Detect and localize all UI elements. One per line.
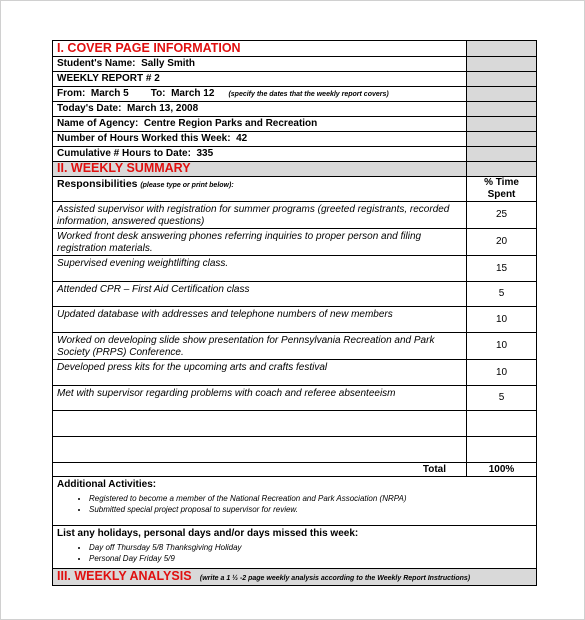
weekly-report-number: WEEKLY REPORT # 2 bbox=[57, 73, 160, 84]
responsibility-pct: 5 bbox=[467, 386, 537, 411]
responsibility-text: Worked on developing slide show presentation for Pennsylvania Recreation and Park Society (PRPS) Conference. bbox=[53, 333, 467, 360]
from-label: From: bbox=[57, 87, 86, 99]
list-item: • Day off Thursday 5/8 Thanksgiving Holiday bbox=[89, 542, 532, 553]
student-name-label: Student's Name: bbox=[57, 58, 136, 69]
holidays-block bbox=[53, 526, 537, 569]
responsibility-pct: 20 bbox=[467, 229, 537, 256]
todays-date-row bbox=[53, 102, 537, 117]
todays-date-value: March 13, 2008 bbox=[127, 103, 199, 114]
date-range-row bbox=[53, 87, 537, 102]
responsibility-text: Assisted supervisor with registration for summer programs (greeted registrants, recorded information, answered questions) bbox=[53, 202, 467, 229]
responsibility-text: Met with supervisor regarding problems with coach and referee absenteeism bbox=[53, 386, 467, 411]
hours-cumulative-label: Cumulative # Hours to Date: bbox=[57, 148, 191, 159]
empty-responsibility-row bbox=[53, 411, 537, 437]
to-label: To: bbox=[150, 87, 166, 99]
analysis-note: (write a 1 ½ -2 page weekly analysis according to the Weekly Report Instructions) bbox=[199, 574, 471, 582]
responsibility-pct: 10 bbox=[467, 333, 537, 360]
responsibility-row bbox=[53, 360, 537, 386]
from-value: March 5 bbox=[90, 87, 129, 99]
summary-section-header bbox=[53, 162, 537, 177]
responsibility-row bbox=[53, 229, 537, 256]
empty-responsibility-row bbox=[53, 437, 537, 463]
responsibilities-label: Responsibilities bbox=[57, 178, 138, 190]
pct-time-header: % Time Spent bbox=[467, 177, 537, 202]
responsibility-pct: 25 bbox=[467, 202, 537, 229]
responsibility-row bbox=[53, 386, 537, 411]
additional-activities-list bbox=[57, 493, 532, 515]
hours-week-value: 42 bbox=[236, 133, 248, 144]
list-item: • Registered to become a member of the National Recreation and Park Association (NRPA) bbox=[89, 493, 532, 504]
total-value: 100% bbox=[467, 463, 537, 477]
weekly-report-form bbox=[52, 40, 537, 586]
student-name-row bbox=[53, 57, 537, 72]
responsibility-row bbox=[53, 333, 537, 360]
responsibility-text: Supervised evening weightlifting class. bbox=[53, 256, 467, 282]
list-item: • Personal Day Friday 5/9 bbox=[89, 553, 532, 564]
to-value: March 12 bbox=[171, 87, 215, 99]
hours-week-label: Number of Hours Worked this Week: bbox=[57, 133, 231, 144]
responsibility-text: Developed press kits for the upcoming arts and crafts festival bbox=[53, 360, 467, 386]
responsibilities-note: (please type or print below): bbox=[140, 182, 234, 189]
responsibility-row bbox=[53, 256, 537, 282]
responsibility-row bbox=[53, 202, 537, 229]
list-item: • Submitted special project proposal to supervisor for review. bbox=[89, 504, 532, 515]
responsibility-pct: 10 bbox=[467, 360, 537, 386]
responsibility-text: Attended CPR – First Aid Certification class bbox=[53, 282, 467, 307]
additional-activities-label: Additional Activities: bbox=[57, 479, 157, 490]
dates-note: (specify the dates that the weekly report covers) bbox=[228, 90, 389, 98]
analysis-section-header bbox=[53, 569, 537, 586]
responsibility-pct: 10 bbox=[467, 307, 537, 333]
hours-week-row bbox=[53, 132, 537, 147]
agency-row bbox=[53, 117, 537, 132]
hours-cumulative-value: 335 bbox=[196, 148, 214, 159]
responsibility-row bbox=[53, 282, 537, 307]
responsibilities-header-row bbox=[53, 177, 537, 202]
total-label: Total bbox=[53, 463, 467, 477]
responsibility-text: Worked front desk answering phones referring inquiries to proper person and filing registration materials. bbox=[53, 229, 467, 256]
responsibility-row bbox=[53, 307, 537, 333]
student-name-value: Sally Smith bbox=[141, 58, 195, 69]
todays-date-label: Today's Date: bbox=[57, 103, 122, 114]
hours-cumulative-row bbox=[53, 147, 537, 162]
holidays-label: List any holidays, personal days and/or days missed this week: bbox=[57, 528, 359, 539]
weekly-report-row bbox=[53, 72, 537, 87]
additional-activities-block bbox=[53, 477, 537, 526]
holidays-list bbox=[57, 542, 532, 564]
agency-value: Centre Region Parks and Recreation bbox=[143, 118, 318, 129]
cover-section-header bbox=[53, 41, 537, 57]
responsibility-pct: 15 bbox=[467, 256, 537, 282]
responsibility-pct: 5 bbox=[467, 282, 537, 307]
analysis-title: III. WEEKLY ANALYSIS bbox=[57, 568, 192, 583]
responsibility-text: Updated database with addresses and telephone numbers of new members bbox=[53, 307, 467, 333]
cover-title: I. COVER PAGE INFORMATION bbox=[57, 40, 241, 55]
summary-title: II. WEEKLY SUMMARY bbox=[57, 161, 191, 175]
agency-label: Name of Agency: bbox=[57, 118, 139, 129]
total-row bbox=[53, 463, 537, 477]
